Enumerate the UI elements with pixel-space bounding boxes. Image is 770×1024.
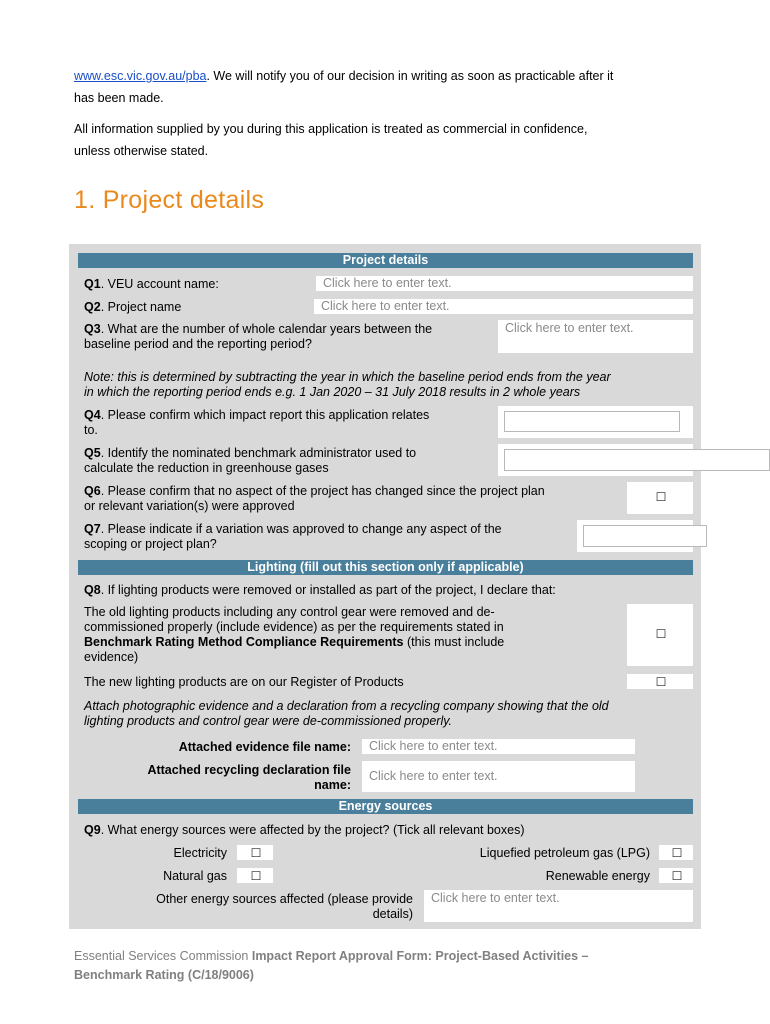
lighting-decommission-declaration: The old lighting products including any control gear were removed and de- commissioned properly (include evidence) as per the requirements stated in Benchmark Rating Method Compliance Requirements (this must include evidence) xyxy=(84,605,505,664)
q1-label: Q1. VEU account name: xyxy=(84,277,219,291)
section-title: 1. Project details xyxy=(74,186,265,214)
confidentiality-text: All information supplied by you during this application is treated as commercial in confidence, xyxy=(74,122,588,136)
project-details-header: Project details xyxy=(78,253,693,268)
register-of-products-declaration: The new lighting products are on our Register of Products xyxy=(84,675,404,689)
intro-text: . We will notify you of our decision in writing as soon as practicable after it xyxy=(206,69,614,83)
q6-label: Q6. Please confirm that no aspect of the project has changed since the project plan or relevant variation(s) were approved xyxy=(84,484,545,513)
evidence-file-input[interactable]: Click here to enter text. xyxy=(362,739,635,754)
recycling-declaration-input[interactable]: Click here to enter text. xyxy=(362,761,635,792)
electricity-label: Electricity xyxy=(173,846,227,860)
renewable-energy-checkbox[interactable]: ☐ xyxy=(671,869,683,883)
q4-impact-report-input[interactable] xyxy=(504,411,680,432)
recycling-declaration-label: Attached recycling declaration file name: xyxy=(147,763,351,792)
other-energy-details-input[interactable]: Click here to enter text. xyxy=(424,890,693,922)
q5-benchmark-administrator-select[interactable] xyxy=(504,449,770,471)
lighting-evidence-note: Attach photographic evidence and a declaration from a recycling company showing that the old lighting products and control gear were de-commissioned properly. xyxy=(84,699,609,728)
other-energy-label: Other energy sources affected (please provide details) xyxy=(156,892,413,921)
intro-paragraph xyxy=(74,65,613,87)
lpg-checkbox[interactable]: ☐ xyxy=(671,846,683,860)
decommission-checkbox[interactable]: ☐ xyxy=(655,627,667,641)
q3-note: Note: this is determined by subtracting the year in which the baseline period ends from the year in which the reporting period ends e.g. 1 Jan 2020 – 31 July 2018 results in 2 whole years xyxy=(84,370,611,399)
q8-label: Q8. If lighting products were removed or installed as part of the project, I declare that: xyxy=(84,583,556,597)
q7-label: Q7. Please indicate if a variation was approved to change any aspect of the scoping or project plan? xyxy=(84,522,502,551)
q6-checkbox[interactable]: ☐ xyxy=(655,490,667,504)
evidence-file-label: Attached evidence file name: xyxy=(178,740,351,754)
intro-text-line2: has been made. xyxy=(74,91,164,105)
page-footer: Essential Services Commission Impact Report Approval Form: Project-Based Activities – Benchmark Rating (C/18/9006) xyxy=(74,949,589,982)
renewable-energy-label: Renewable energy xyxy=(545,869,650,883)
energy-sources-header: Energy sources xyxy=(78,799,693,814)
electricity-checkbox[interactable]: ☐ xyxy=(250,846,262,860)
q3-years-input[interactable]: Click here to enter text. xyxy=(498,320,693,353)
esc-website-link[interactable]: www.esc.vic.gov.au/pba xyxy=(74,69,207,83)
natural-gas-label: Natural gas xyxy=(163,869,227,883)
confidentiality-text-line2: unless otherwise stated. xyxy=(74,144,209,158)
q1-account-name-input[interactable]: Click here to enter text. xyxy=(316,276,693,291)
q4-label: Q4. Please confirm which impact report this application relates to. xyxy=(84,408,430,437)
register-checkbox[interactable]: ☐ xyxy=(655,675,667,689)
lpg-label: Liquefied petroleum gas (LPG) xyxy=(479,846,650,860)
q5-label: Q5. Identify the nominated benchmark administrator used to calculate the reduction in greenhouse gases xyxy=(84,446,417,475)
q9-label: Q9. What energy sources were affected by the project? (Tick all relevant boxes) xyxy=(84,823,525,837)
lighting-header: Lighting (fill out this section only if applicable) xyxy=(78,560,693,575)
q2-project-name-input[interactable]: Click here to enter text. xyxy=(314,299,693,314)
q7-variation-select[interactable] xyxy=(583,525,707,547)
q3-label: Q3. What are the number of whole calendar years between the baseline period and the reporting period? xyxy=(84,322,433,351)
natural-gas-checkbox[interactable]: ☐ xyxy=(250,869,262,883)
q2-label: Q2. Project name xyxy=(84,300,182,314)
